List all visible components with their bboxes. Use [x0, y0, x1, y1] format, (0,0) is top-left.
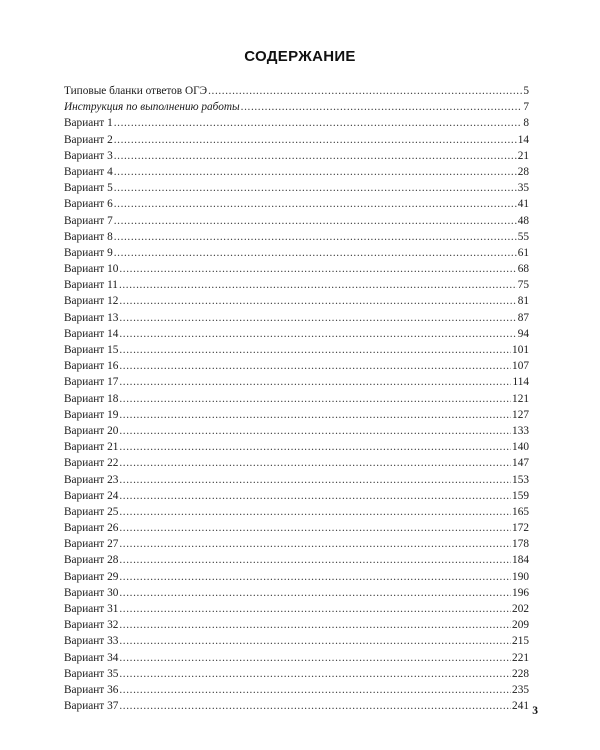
toc-entry-page: 14: [517, 133, 529, 146]
page-number: 3: [532, 705, 538, 717]
toc-entry-page: 235: [512, 683, 529, 696]
toc-dot-leader: [119, 488, 511, 504]
toc-entry-page: 7: [523, 101, 529, 114]
toc-entry: [64, 407, 529, 423]
toc-entry-page: 81: [517, 295, 529, 308]
toc-entry-label: Вариант 15: [64, 344, 119, 356]
toc-dot-leader: [114, 132, 517, 148]
toc-dot-leader: [114, 148, 517, 164]
toc-entry: [64, 180, 529, 196]
toc-entry-page: 209: [512, 619, 529, 632]
toc-entry-page: 107: [512, 360, 529, 373]
toc-entry-page: 159: [512, 489, 529, 502]
toc-entry-page: 241: [512, 700, 529, 713]
toc-entry-label: Вариант 32: [64, 619, 119, 632]
toc-entry-page: 61: [517, 246, 529, 259]
toc-entry-page: 35: [517, 182, 529, 195]
toc-entry: [64, 439, 529, 455]
toc-dot-leader: [114, 164, 517, 180]
toc-entry-page: 165: [512, 505, 529, 518]
toc-entry-label: Вариант 9: [64, 246, 113, 259]
toc-entry: [64, 536, 529, 552]
toc-entry-page: 190: [512, 570, 529, 583]
toc-entry-page: 184: [512, 554, 529, 567]
toc-entry-page: 101: [512, 344, 529, 356]
toc-entry-label: Вариант 21: [64, 441, 119, 454]
toc-entry-label: Вариант 7: [64, 214, 113, 227]
toc-entry: [64, 472, 529, 488]
toc-entry-page: 221: [512, 651, 529, 664]
toc-entry-page: 140: [512, 441, 529, 454]
toc-entry-page: 94: [517, 327, 529, 340]
toc-entry: [64, 520, 529, 536]
toc-dot-leader: [114, 229, 517, 245]
toc-entry-label: Вариант 20: [64, 424, 119, 437]
toc-entry: [64, 132, 529, 148]
toc-dot-leader: [119, 439, 511, 455]
toc-dot-leader: [119, 617, 511, 633]
toc-dot-leader: [119, 326, 516, 342]
toc-entry-page: 68: [517, 263, 529, 276]
toc-dot-leader: [119, 261, 516, 277]
toc-entry: [64, 633, 529, 649]
toc-entry-page: 121: [512, 392, 529, 405]
toc-entry-label: Вариант 11: [64, 279, 118, 292]
toc-dot-leader: [241, 99, 523, 115]
toc-dot-leader: [119, 698, 511, 714]
toc-dot-leader: [119, 552, 511, 568]
toc-entry: [64, 83, 529, 99]
toc-entry: [64, 293, 529, 309]
toc-entry-label: Вариант 2: [64, 133, 113, 146]
toc-entry-page: 75: [517, 279, 529, 292]
toc-entry-label: Вариант 35: [64, 667, 119, 680]
toc-entry-label: Вариант 36: [64, 683, 119, 696]
toc-dot-leader: [119, 407, 511, 423]
toc-dot-leader: [119, 342, 511, 358]
toc-entry-page: 55: [517, 230, 529, 243]
toc-entry-label: Вариант 8: [64, 230, 113, 243]
toc-entry: [64, 455, 529, 471]
toc-entry: [64, 504, 529, 520]
toc-dot-leader: [114, 115, 523, 131]
toc-entry-page: 196: [512, 586, 529, 599]
toc-entry-label: Вариант 6: [64, 198, 113, 211]
toc-entry-page: 133: [512, 424, 529, 437]
toc-entry-label: Вариант 33: [64, 635, 119, 648]
toc-entry-page: 153: [512, 473, 529, 486]
toc-entry-page: 8: [523, 117, 529, 130]
toc-dot-leader: [208, 83, 522, 99]
toc-entry: [64, 391, 529, 407]
toc-dot-leader: [119, 682, 511, 698]
toc-dot-leader: [119, 504, 511, 520]
toc-entry-page: 48: [517, 214, 529, 227]
toc-dot-leader: [119, 310, 516, 326]
table-of-contents: [64, 83, 529, 714]
toc-dot-leader: [119, 358, 511, 374]
toc-entry: [64, 666, 529, 682]
toc-entry: [64, 213, 529, 229]
toc-entry: [64, 358, 529, 374]
toc-entry-label: Вариант 1: [64, 117, 113, 130]
toc-entry: [64, 342, 529, 358]
toc-entry-label: Инструкция по выполнению работы: [64, 101, 240, 114]
toc-dot-leader: [119, 585, 511, 601]
toc-entry-label: Вариант 17: [64, 376, 119, 389]
toc-entry-label: Вариант 29: [64, 570, 119, 583]
toc-entry: [64, 310, 529, 326]
toc-entry: [64, 326, 529, 342]
toc-entry-label: Вариант 3: [64, 149, 113, 162]
toc-entry-page: 5: [523, 85, 529, 97]
toc-dot-leader: [119, 536, 511, 552]
toc-entry-label: Вариант 18: [64, 392, 119, 405]
toc-entry-page: 41: [517, 198, 529, 211]
toc-entry-label: Вариант 27: [64, 538, 119, 551]
toc-entry: [64, 277, 529, 293]
toc-entry-page: 87: [517, 311, 529, 324]
toc-dot-leader: [119, 569, 511, 585]
toc-entry: [64, 601, 529, 617]
toc-dot-leader: [119, 374, 511, 390]
toc-entry: [64, 115, 529, 131]
toc-dot-leader: [119, 650, 511, 666]
toc-entry-label: Типовые бланки ответов ОГЭ: [64, 85, 208, 97]
toc-dot-leader: [119, 455, 511, 471]
toc-entry: [64, 585, 529, 601]
toc-entry-label: Вариант 24: [64, 489, 119, 502]
toc-entry-label: Вариант 5: [64, 182, 113, 195]
toc-entry-label: Вариант 28: [64, 554, 119, 567]
toc-entry: [64, 245, 529, 261]
toc-dot-leader: [114, 180, 517, 196]
toc-entry: [64, 698, 529, 714]
toc-entry-page: 172: [512, 522, 529, 535]
toc-entry-page: 28: [517, 165, 529, 178]
toc-entry-label: Вариант 26: [64, 522, 119, 535]
toc-entry-page: 21: [517, 149, 529, 162]
toc-dot-leader: [119, 472, 511, 488]
toc-entry: [64, 164, 529, 180]
toc-entry: [64, 569, 529, 585]
toc-dot-leader: [119, 391, 511, 407]
toc-dot-leader: [119, 666, 511, 682]
toc-entry-page: 127: [512, 408, 529, 421]
toc-entry-label: Вариант 22: [64, 457, 119, 470]
toc-dot-leader: [119, 633, 511, 649]
toc-entry-label: Вариант 31: [64, 603, 119, 615]
toc-entry-label: Вариант 16: [64, 360, 119, 373]
toc-entry-label: Вариант 10: [64, 263, 119, 276]
toc-entry: [64, 552, 529, 568]
toc-entry-label: Вариант 13: [64, 311, 119, 324]
toc-entry: [64, 650, 529, 666]
toc-entry-page: 147: [512, 457, 529, 470]
toc-entry: [64, 488, 529, 504]
toc-dot-leader: [114, 213, 517, 229]
toc-dot-leader: [119, 293, 516, 309]
toc-entry-page: 178: [512, 538, 529, 551]
toc-entry: [64, 148, 529, 164]
toc-entry: [64, 682, 529, 698]
toc-entry: [64, 261, 529, 277]
toc-dot-leader: [119, 423, 511, 439]
toc-entry-label: Вариант 19: [64, 408, 119, 421]
toc-entry-label: Вариант 37: [64, 700, 119, 713]
toc-dot-leader: [119, 520, 511, 536]
toc-entry-label: Вариант 34: [64, 651, 119, 664]
toc-entry-page: 114: [512, 376, 529, 389]
toc-entry: [64, 229, 529, 245]
toc-entry: [64, 423, 529, 439]
toc-entry: [64, 617, 529, 633]
toc-entry: [64, 196, 529, 212]
toc-entry-label: Вариант 25: [64, 505, 119, 518]
page-title: СОДЕРЖАНИЕ: [244, 48, 356, 65]
toc-entry: [64, 374, 529, 390]
toc-dot-leader: [119, 601, 511, 617]
toc-entry-label: Вариант 4: [64, 165, 113, 178]
toc-entry-label: Вариант 14: [64, 327, 119, 340]
toc-dot-leader: [119, 277, 517, 293]
toc-dot-leader: [114, 196, 517, 212]
toc-entry-label: Вариант 30: [64, 586, 119, 599]
toc-entry-label: Вариант 12: [64, 295, 119, 308]
toc-dot-leader: [114, 245, 517, 261]
toc-entry-page: 215: [512, 635, 529, 648]
toc-entry: [64, 99, 529, 115]
toc-entry-page: 228: [512, 667, 529, 680]
toc-entry-label: Вариант 23: [64, 473, 119, 486]
toc-entry-page: 202: [512, 603, 529, 615]
